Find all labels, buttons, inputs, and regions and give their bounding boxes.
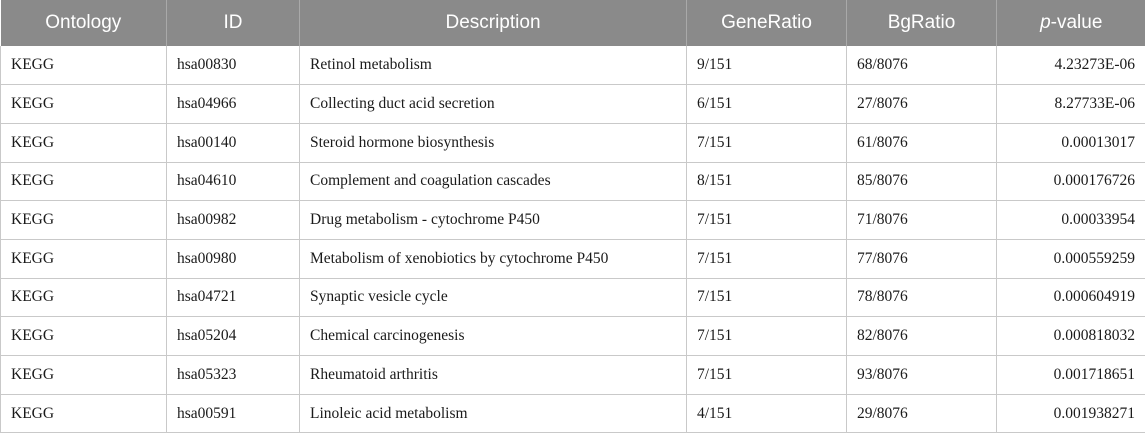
cell-ontology: KEGG bbox=[1, 46, 167, 85]
cell-bg-ratio: 78/8076 bbox=[847, 278, 997, 317]
table-row bbox=[1, 201, 1145, 240]
cell-p-value: 8.27733E-06 bbox=[997, 85, 1145, 124]
cell-p-value: 0.001938271 bbox=[997, 394, 1145, 433]
cell-description: Rheumatoid arthritis bbox=[300, 356, 687, 395]
cell-id: hsa04966 bbox=[167, 85, 300, 124]
cell-bg-ratio: 82/8076 bbox=[847, 317, 997, 356]
cell-ontology: KEGG bbox=[1, 201, 167, 240]
p-value-suffix: -value bbox=[1050, 12, 1103, 33]
table-row bbox=[1, 123, 1145, 162]
cell-id: hsa04610 bbox=[167, 162, 300, 201]
table-row bbox=[1, 85, 1145, 124]
cell-description: Complement and coagulation cascades bbox=[300, 162, 687, 201]
cell-p-value: 0.000818032 bbox=[997, 317, 1145, 356]
table-row bbox=[1, 317, 1145, 356]
column-header-description: Description bbox=[300, 0, 687, 46]
cell-gene-ratio: 8/151 bbox=[687, 162, 847, 201]
column-header-p-value bbox=[997, 0, 1145, 46]
cell-description: Retinol metabolism bbox=[300, 46, 687, 85]
cell-bg-ratio: 93/8076 bbox=[847, 356, 997, 395]
cell-bg-ratio: 27/8076 bbox=[847, 85, 997, 124]
table-row bbox=[1, 278, 1145, 317]
cell-bg-ratio: 71/8076 bbox=[847, 201, 997, 240]
table-row bbox=[1, 356, 1145, 395]
cell-gene-ratio: 6/151 bbox=[687, 85, 847, 124]
cell-p-value: 0.000176726 bbox=[997, 162, 1145, 201]
cell-p-value: 0.000559259 bbox=[997, 239, 1145, 278]
cell-id: hsa00830 bbox=[167, 46, 300, 85]
table-row bbox=[1, 239, 1145, 278]
cell-p-value: 0.000604919 bbox=[997, 278, 1145, 317]
cell-bg-ratio: 61/8076 bbox=[847, 123, 997, 162]
cell-id: hsa00140 bbox=[167, 123, 300, 162]
cell-bg-ratio: 85/8076 bbox=[847, 162, 997, 201]
cell-id: hsa00591 bbox=[167, 394, 300, 433]
cell-ontology: KEGG bbox=[1, 239, 167, 278]
column-header-gene-ratio: GeneRatio bbox=[687, 0, 847, 46]
cell-description: Linoleic acid metabolism bbox=[300, 394, 687, 433]
cell-ontology: KEGG bbox=[1, 278, 167, 317]
cell-gene-ratio: 9/151 bbox=[687, 46, 847, 85]
cell-description: Drug metabolism - cytochrome P450 bbox=[300, 201, 687, 240]
header-row bbox=[1, 0, 1145, 46]
cell-id: hsa05204 bbox=[167, 317, 300, 356]
cell-ontology: KEGG bbox=[1, 162, 167, 201]
cell-gene-ratio: 4/151 bbox=[687, 394, 847, 433]
cell-bg-ratio: 68/8076 bbox=[847, 46, 997, 85]
column-header-ontology: Ontology bbox=[45, 12, 122, 33]
cell-bg-ratio: 77/8076 bbox=[847, 239, 997, 278]
cell-id: hsa05323 bbox=[167, 356, 300, 395]
table-row bbox=[1, 162, 1145, 201]
cell-gene-ratio: 7/151 bbox=[687, 356, 847, 395]
cell-p-value: 0.001718651 bbox=[997, 356, 1145, 395]
cell-p-value: 0.00013017 bbox=[997, 123, 1145, 162]
cell-ontology: KEGG bbox=[1, 123, 167, 162]
cell-gene-ratio: 7/151 bbox=[687, 239, 847, 278]
table-body bbox=[1, 46, 1145, 433]
cell-description: Metabolism of xenobiotics by cytochrome P450 bbox=[300, 239, 687, 278]
cell-description: Steroid hormone biosynthesis bbox=[300, 123, 687, 162]
cell-description: Synaptic vesicle cycle bbox=[300, 278, 687, 317]
column-header-id: ID bbox=[167, 0, 300, 46]
cell-ontology: KEGG bbox=[1, 85, 167, 124]
table-row bbox=[1, 46, 1145, 85]
cell-id: hsa00982 bbox=[167, 201, 300, 240]
cell-gene-ratio: 7/151 bbox=[687, 317, 847, 356]
cell-ontology: KEGG bbox=[1, 356, 167, 395]
cell-description: Chemical carcinogenesis bbox=[300, 317, 687, 356]
cell-p-value: 4.23273E-06 bbox=[997, 46, 1145, 85]
cell-bg-ratio: 29/8076 bbox=[847, 394, 997, 433]
cell-ontology: KEGG bbox=[1, 317, 167, 356]
table-row bbox=[1, 394, 1145, 433]
cell-gene-ratio: 7/151 bbox=[687, 201, 847, 240]
cell-gene-ratio: 7/151 bbox=[687, 278, 847, 317]
column-header-bg-ratio: BgRatio bbox=[847, 0, 997, 46]
cell-p-value: 0.00033954 bbox=[997, 201, 1145, 240]
table-header bbox=[1, 0, 1145, 46]
cell-ontology: KEGG bbox=[1, 394, 167, 433]
p-value-italic-p: p bbox=[1040, 12, 1051, 33]
cell-id: hsa04721 bbox=[167, 278, 300, 317]
cell-id: hsa00980 bbox=[167, 239, 300, 278]
cell-description: Collecting duct acid secretion bbox=[300, 85, 687, 124]
cell-gene-ratio: 7/151 bbox=[687, 123, 847, 162]
